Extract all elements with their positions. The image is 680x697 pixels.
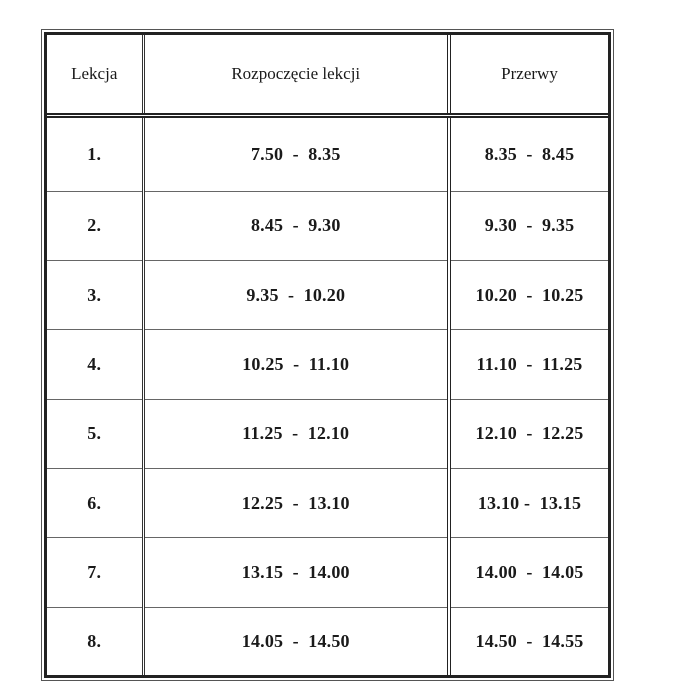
table-row (47, 399, 608, 468)
lesson-time: 13.15 - 14.00 (143, 538, 449, 607)
lesson-number: 7. (47, 538, 143, 607)
break-time: 14.50 - 14.55 (449, 607, 608, 675)
schedule-sheet (44, 32, 611, 678)
break-time: 10.20 - 10.25 (449, 260, 608, 329)
lesson-number: 5. (47, 399, 143, 468)
lesson-time: 9.35 - 10.20 (143, 260, 449, 329)
table-row (47, 260, 608, 329)
lesson-number: 3. (47, 260, 143, 329)
break-time: 9.30 - 9.35 (449, 191, 608, 260)
lesson-schedule-table (47, 35, 608, 675)
table-row (47, 116, 608, 192)
header-breaks: Przerwy (449, 35, 608, 116)
lesson-number: 4. (47, 330, 143, 399)
header-start: Rozpoczęcie lekcji (143, 35, 449, 116)
lesson-number: 1. (47, 116, 143, 192)
table-row (47, 330, 608, 399)
lesson-number: 6. (47, 469, 143, 538)
table-row (47, 538, 608, 607)
break-time: 13.10 - 13.15 (449, 469, 608, 538)
table-row (47, 607, 608, 675)
lesson-time: 11.25 - 12.10 (143, 399, 449, 468)
lesson-number: 8. (47, 607, 143, 675)
lesson-time: 7.50 - 8.35 (143, 116, 449, 192)
lesson-number: 2. (47, 191, 143, 260)
lesson-time: 14.05 - 14.50 (143, 607, 449, 675)
break-time: 11.10 - 11.25 (449, 330, 608, 399)
break-time: 8.35 - 8.45 (484, 143, 575, 164)
header-lesson: Lekcja (47, 35, 143, 116)
lesson-time: 12.25 - 13.10 (143, 469, 449, 538)
table-row (47, 469, 608, 538)
header-row (47, 35, 608, 116)
break-time: 12.10 - 12.25 (449, 399, 608, 468)
lesson-time: 8.45 - 9.30 (143, 191, 449, 260)
break-time: 14.00 - 14.05 (449, 538, 608, 607)
lesson-time: 10.25 - 11.10 (143, 330, 449, 399)
table-body (47, 116, 608, 676)
table-header (47, 35, 608, 116)
table-row (47, 191, 608, 260)
